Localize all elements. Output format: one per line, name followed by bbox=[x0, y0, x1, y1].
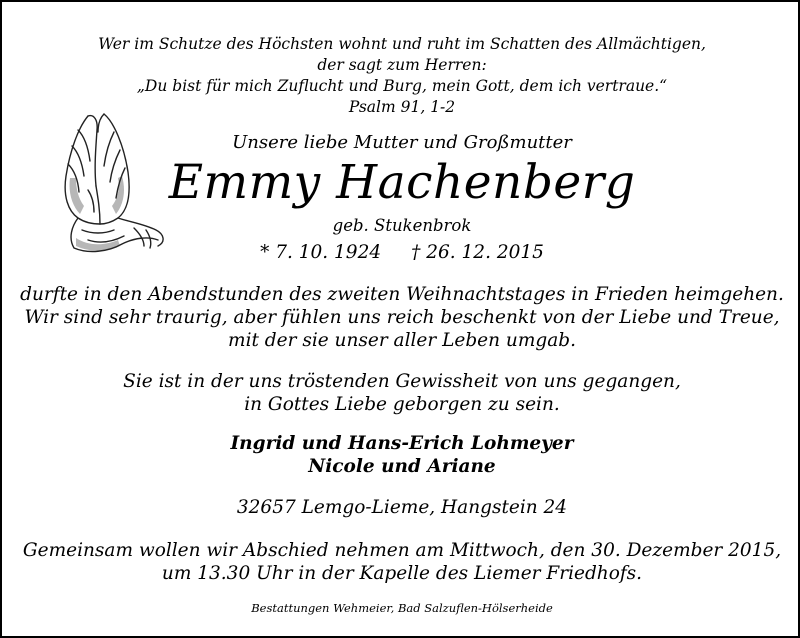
birth-date: * 7. 10. 1924 bbox=[260, 242, 382, 263]
verse-line-1: Wer im Schutze des Höchsten wohnt und ruht im Schatten des Allmächtigen, bbox=[98, 35, 706, 53]
family-line-2: Nicole und Ariane bbox=[308, 456, 496, 477]
intro-text: Unsere liebe Mutter und Großmutter bbox=[232, 132, 572, 153]
comfort-line-2: in Gottes Liebe geborgen zu sein. bbox=[244, 394, 560, 415]
verse-line-2: der sagt zum Herren: bbox=[317, 56, 487, 74]
farewell-line-1: Gemeinsam wollen wir Abschied nehmen am Mittwoch, den 30. Dezember 2015, bbox=[22, 540, 782, 561]
deceased-name: Emmy Hachenberg bbox=[168, 155, 636, 210]
farewell-line-2: um 13.30 Uhr in der Kapelle des Liemer Friedhofs. bbox=[161, 563, 643, 584]
death-date: † 26. 12. 2015 bbox=[411, 242, 544, 263]
life-dates bbox=[2, 242, 800, 263]
message-line-3: mit der sie unser aller Leben umgab. bbox=[228, 330, 576, 351]
comfort-line-1: Sie ist in der uns tröstenden Gewissheit von uns gegangen, bbox=[123, 371, 681, 392]
message-line-1: durfte in den Abendstunden des zweiten Weihnachtstages in Frieden heimgehen. bbox=[20, 284, 784, 305]
message-line-2: Wir sind sehr traurig, aber fühlen uns reich beschenkt von der Liebe und Treue, bbox=[24, 307, 780, 328]
verse-line-3: „Du bist für mich Zuflucht und Burg, mein Gott, dem ich vertraue.“ bbox=[136, 77, 668, 95]
birth-name: geb. Stukenbrok bbox=[332, 216, 472, 235]
verse-reference: Psalm 91, 1-2 bbox=[348, 98, 456, 116]
family-address: 32657 Lemgo-Lieme, Hangstein 24 bbox=[236, 497, 568, 518]
family-line-1: Ingrid und Hans-Erich Lohmeyer bbox=[230, 433, 574, 454]
undertaker-credit: Bestattungen Wehmeier, Bad Salzuflen-Hölserheide bbox=[251, 601, 553, 615]
